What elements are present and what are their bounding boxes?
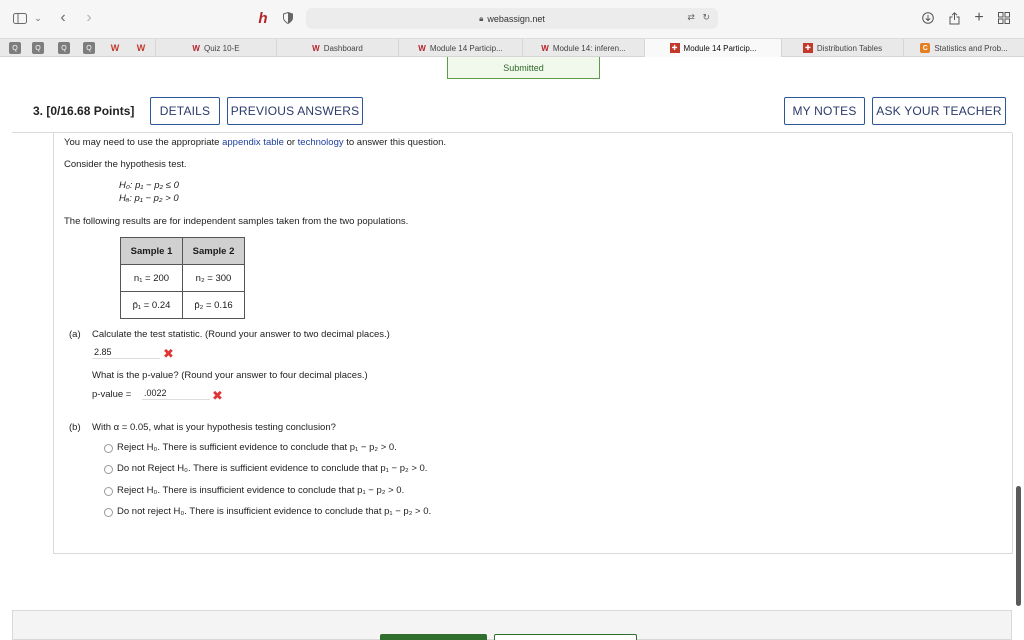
part-a-label: (a) bbox=[69, 329, 81, 340]
table-row bbox=[121, 292, 245, 319]
back-icon[interactable]: ‹ bbox=[60, 9, 66, 26]
webassign-icon: W bbox=[312, 43, 320, 53]
browser-toolbar bbox=[0, 0, 1024, 38]
lock-icon: 🔒︎ bbox=[479, 13, 484, 23]
pvalue-prompt: What is the p-value? (Round your answer to four decimal places.) bbox=[92, 370, 368, 381]
my-notes-button[interactable]: MY NOTES bbox=[784, 97, 865, 125]
tab-dashboard[interactable]: W Dashboard bbox=[276, 39, 398, 57]
option-label[interactable]: Reject H₀. There is insufficient evidence to conclude that p₁ − p₂ > 0. bbox=[117, 485, 405, 496]
pinned-tab-icon[interactable]: Q bbox=[58, 42, 70, 54]
webassign-icon: W bbox=[192, 43, 200, 53]
address-bar[interactable] bbox=[306, 8, 718, 29]
tab-favicon-icon: ✚ bbox=[803, 43, 813, 53]
previous-answers-button[interactable]: PREVIOUS ANSWERS bbox=[227, 97, 363, 125]
tab-module14-particip[interactable]: W Module 14 Particip... bbox=[398, 39, 522, 57]
results-text: The following results are for independent samples taken from the two populations. bbox=[64, 216, 409, 227]
part-a-prompt: Calculate the test statistic. (Round your answer to two decimal places.) bbox=[92, 329, 390, 340]
table-header: Sample 1 bbox=[121, 238, 183, 265]
share-icon[interactable] bbox=[947, 10, 961, 26]
extension-h-icon[interactable]: h bbox=[258, 9, 268, 27]
intro-text: You may need to use the appropriate appendix table or technology to answer this question. bbox=[64, 137, 447, 148]
scrollbar-thumb[interactable] bbox=[1016, 486, 1021, 606]
forward-icon[interactable]: › bbox=[86, 9, 92, 26]
technology-link[interactable]: technology bbox=[297, 137, 344, 148]
consider-text: Consider the hypothesis test. bbox=[64, 159, 187, 170]
submitted-banner: Submitted bbox=[447, 57, 600, 79]
radio-option[interactable] bbox=[104, 487, 113, 496]
table-header: Sample 2 bbox=[183, 238, 245, 265]
tab-statistics[interactable]: C Statistics and Prob... bbox=[903, 39, 1024, 57]
submit-button[interactable] bbox=[380, 634, 487, 640]
question-header bbox=[12, 91, 1012, 133]
test-statistic-input[interactable]: 2.85 bbox=[92, 346, 160, 359]
save-progress-button[interactable] bbox=[494, 634, 637, 640]
reload-icon[interactable]: ↻ bbox=[702, 12, 710, 22]
table-header-row bbox=[121, 238, 245, 265]
option-label[interactable]: Do not Reject H₀. There is sufficient evidence to conclude that p₁ − p₂ > 0. bbox=[117, 463, 428, 474]
table-cell: p̄₁ = 0.24 bbox=[121, 292, 183, 319]
download-icon[interactable] bbox=[921, 10, 935, 26]
sidebar-icon[interactable] bbox=[12, 10, 28, 26]
tab-favicon-icon: ✚ bbox=[670, 43, 680, 53]
webassign-icon: W bbox=[541, 43, 549, 53]
pinned-tab-icon[interactable]: Q bbox=[9, 42, 21, 54]
incorrect-icon: ✖ bbox=[212, 388, 223, 403]
new-tab-icon[interactable]: + bbox=[974, 9, 984, 26]
pinned-tab-icon[interactable]: Q bbox=[32, 42, 44, 54]
pinned-tab-icon[interactable]: Q bbox=[83, 42, 95, 54]
tab-bar bbox=[0, 38, 1024, 57]
table-cell: n₂ = 300 bbox=[183, 265, 245, 292]
pvalue-input[interactable]: .0022 bbox=[142, 387, 210, 400]
radio-option[interactable] bbox=[104, 465, 113, 474]
alt-hypothesis: Hₐ: p₁ − p₂ > 0 bbox=[119, 193, 179, 204]
sample-table bbox=[120, 237, 245, 319]
option-label[interactable]: Reject H₀. There is sufficient evidence to conclude that p₁ − p₂ > 0. bbox=[117, 442, 397, 453]
tab-module14-particip-active[interactable]: ✚ Module 14 Particip... bbox=[644, 39, 781, 57]
privacy-shield-icon[interactable] bbox=[282, 10, 294, 26]
null-hypothesis: H₀: p₁ − p₂ ≤ 0 bbox=[119, 180, 179, 191]
pinned-tab-webassign-icon[interactable]: W bbox=[136, 43, 146, 53]
appendix-table-link[interactable]: appendix table bbox=[222, 137, 284, 148]
part-b-prompt: With α = 0.05, what is your hypothesis testing conclusion? bbox=[92, 422, 336, 433]
translate-icon[interactable]: ⇄ bbox=[687, 12, 695, 22]
question-title: 3. [0/16.68 Points] bbox=[33, 104, 135, 118]
table-cell: p̄₂ = 0.16 bbox=[183, 292, 245, 319]
table-cell: n₁ = 200 bbox=[121, 265, 183, 292]
tab-quiz[interactable]: W Quiz 10-E bbox=[155, 39, 276, 57]
chevron-down-icon[interactable]: ⌄ bbox=[34, 12, 42, 23]
radio-option[interactable] bbox=[104, 444, 113, 453]
option-label[interactable]: Do not reject H₀. There is insufficient evidence to conclude that p₁ − p₂ > 0. bbox=[117, 506, 432, 517]
pinned-tab-webassign-icon[interactable]: W bbox=[110, 43, 120, 53]
part-b-label: (b) bbox=[69, 422, 81, 433]
incorrect-icon: ✖ bbox=[163, 346, 174, 361]
radio-option[interactable] bbox=[104, 508, 113, 517]
tab-module14-inferen[interactable]: W Module 14: inferen... bbox=[522, 39, 644, 57]
tab-favicon-icon: C bbox=[920, 43, 930, 53]
webassign-icon: W bbox=[418, 43, 426, 53]
address-text: webassign.net bbox=[487, 13, 545, 24]
tab-distribution-tables[interactable]: ✚ Distribution Tables bbox=[781, 39, 903, 57]
tab-overview-icon[interactable] bbox=[997, 10, 1011, 26]
pvalue-label: p-value = bbox=[92, 389, 132, 400]
table-row bbox=[121, 265, 245, 292]
details-button[interactable]: DETAILS bbox=[150, 97, 220, 125]
ask-your-teacher-button[interactable]: ASK YOUR TEACHER bbox=[872, 97, 1006, 125]
